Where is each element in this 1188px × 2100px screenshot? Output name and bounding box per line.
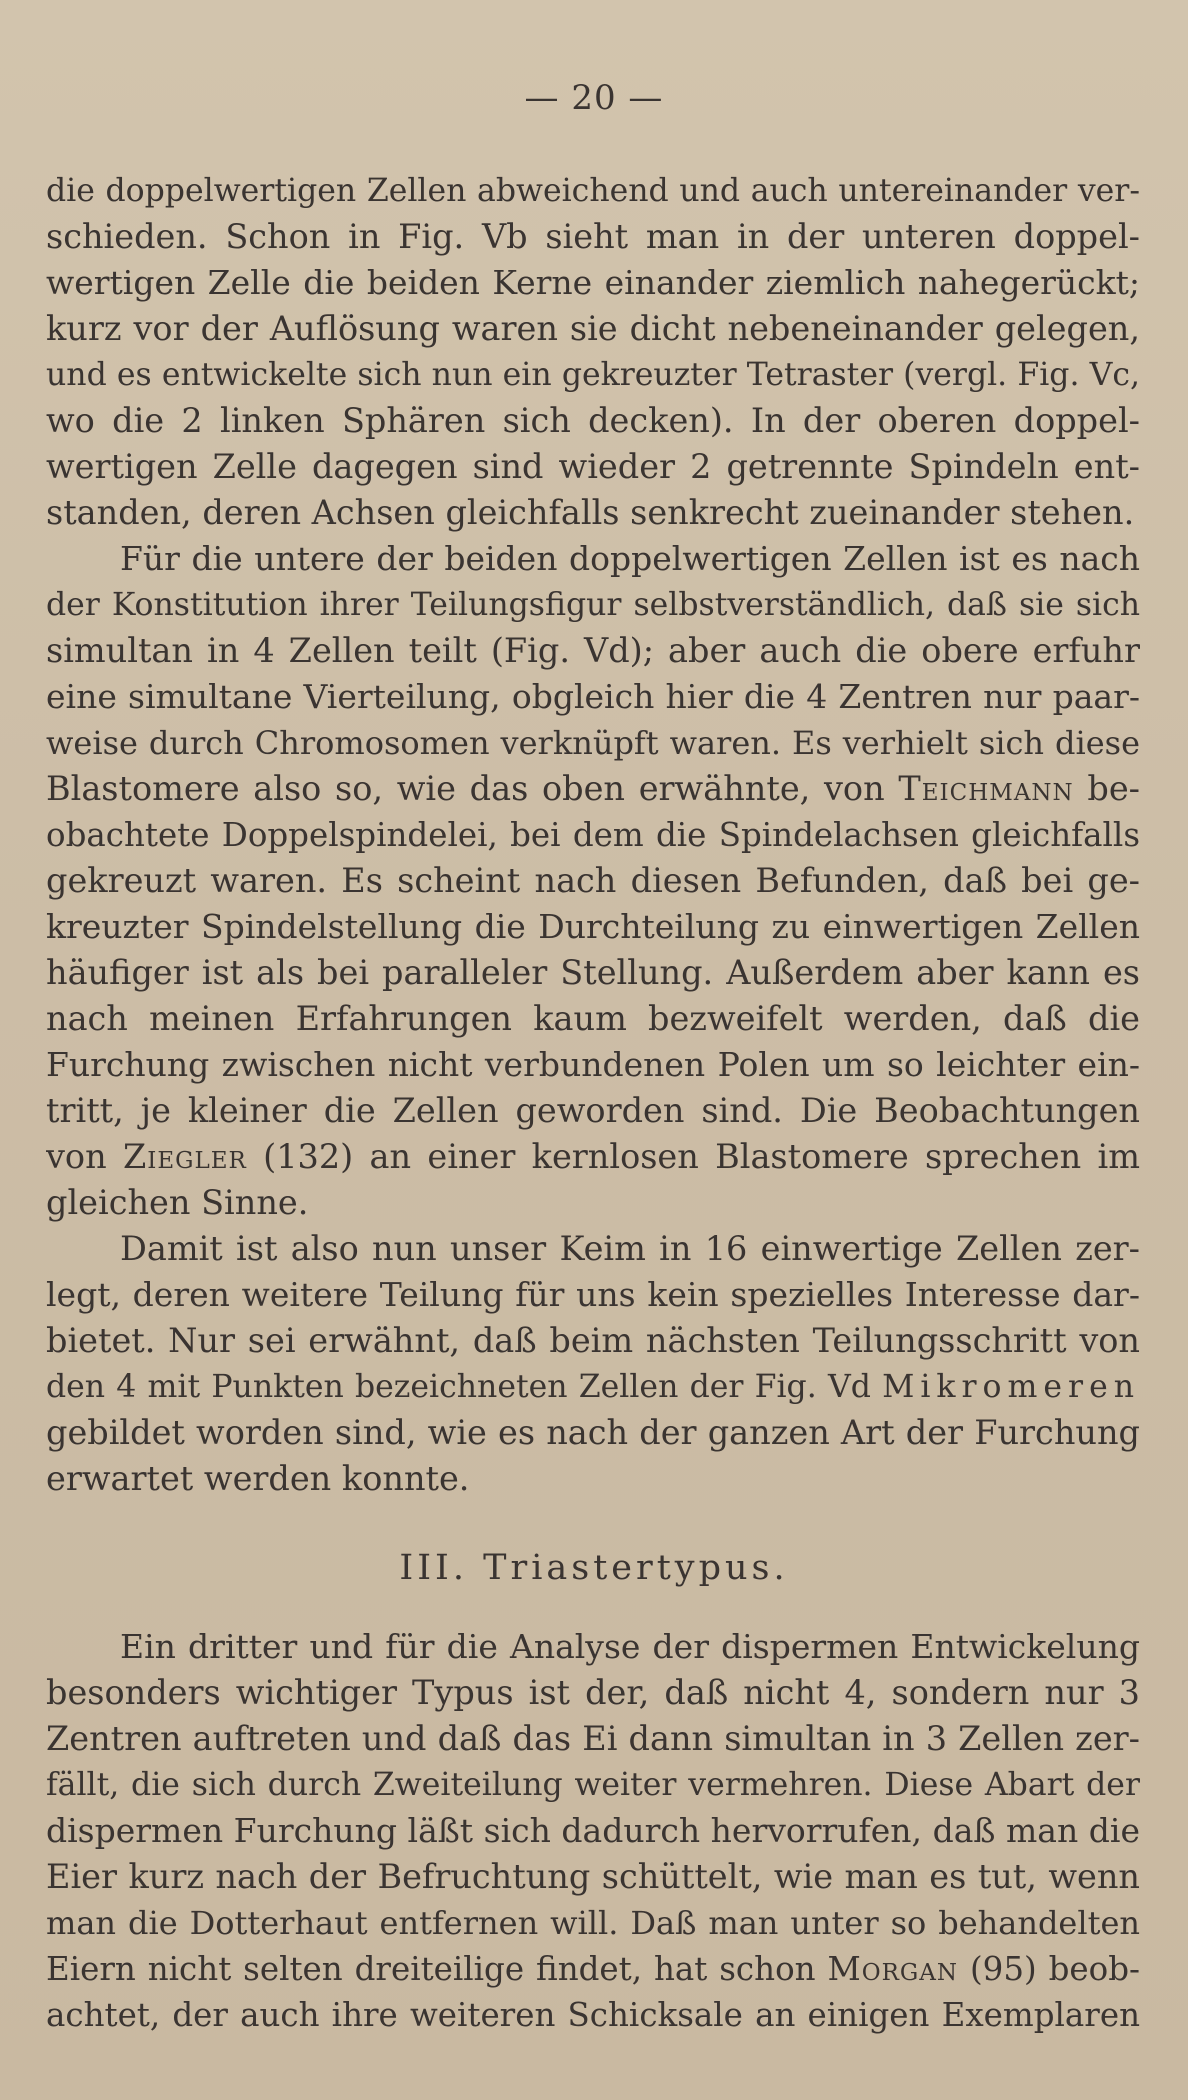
text-line: häufiger ist als bei paralleler Stellung. Außerdem aber kann es [46,953,1140,992]
text-line: Furchung zwischen nicht verbundenen Polen um so leichter ein- [46,1045,1140,1084]
text-span: den 4 mit Punkten bezeichneten Zellen der Fig. Vd [46,1369,883,1405]
text-line: obachtete Doppelspindelei, bei dem die Spindelachsen gleichfalls [46,816,1140,854]
text-span: (95) beob- [958,1950,1140,1988]
text-line: fällt, die sich durch Zweiteilung weiter vermehren. Diese Abart der [46,1767,1140,1803]
text-line [46,766,1140,812]
text-line: achtet, der auch ihre weiteren Schicksale an einigen Exemplaren [46,1996,1140,2034]
text-line: kreuzter Spindelstellung die Durchteilung zu einwertigen Zellen [46,907,1140,946]
text-line: Ein dritter und für die Analyse der dispermen Entwickelung [120,1627,1140,1666]
page-number: — 20 — [524,78,664,118]
author-name: Teichmann [898,769,1074,808]
text-line: kurz vor der Auflösung waren sie dicht nebeneinander gelegen, [46,309,1140,348]
text-span: Eiern nicht selten dreiteilige findet, hat schon [46,1950,828,1988]
author-name: Ziegler [122,1137,247,1176]
text-line: gekreuzt waren. Es scheint nach diesen Befunden, daß bei ge- [46,861,1140,900]
text-line: erwartet werden konnte. [46,1459,470,1498]
text-line: standen, deren Achsen gleichfalls senkrecht zueinander stehen. [46,493,1135,532]
text-line: man die Dotterhaut entfernen will. Daß man unter so behandelten [46,1904,1140,1942]
author-name: Morgan [827,1950,959,1988]
text-line: weise durch Chromosomen verknüpft waren. Es verhielt sich diese [46,724,1140,762]
text-line: nach meinen Erfahrungen kaum bezweifelt werden, daß die [46,999,1140,1038]
text-line: eine simultane Vierteilung, obgleich hier die 4 Zentren nur paar- [46,677,1140,716]
text-span: be- [1073,769,1140,808]
text-line [46,1364,1140,1410]
text-span: (132) an einer kernlosen Blastomere sprechen im [246,1137,1140,1176]
spaced-term: Mikromeren [882,1369,1140,1405]
text-line: wertigen Zelle dagegen sind wieder 2 getrennte Spindeln ent- [46,447,1140,486]
text-line: besonders wichtiger Typus ist der, daß nicht 4, sondern nur 3 [46,1673,1140,1712]
text-line: simultan in 4 Zellen teilt (Fig. Vd); aber auch die obere erfuhr [46,631,1140,670]
text-line: gleichen Sinne. [46,1183,309,1222]
section-heading: III. Triastertypus. [399,1548,789,1588]
text-span: Blastomere also so, wie das oben erwähnte, von [46,769,899,808]
text-line: bietet. Nur sei erwähnt, daß beim nächsten Teilungsschritt von [46,1321,1140,1360]
text-line: gebildet worden sind, wie es nach der ganzen Art der Furchung [46,1413,1140,1452]
text-line: Zentren auftreten und daß das Ei dann simultan in 3 Zellen zer- [46,1719,1140,1758]
text-line: tritt, je kleiner die Zellen geworden sind. Die Beobachtungen [46,1091,1140,1130]
text-line [46,1946,1140,1992]
text-line: und es entwickelte sich nun ein gekreuzter Tetraster (vergl. Fig. Vc, [46,357,1140,393]
text-line: Eier kurz nach der Befruchtung schüttelt, wie man es tut, wenn [46,1857,1140,1896]
text-line: schieden. Schon in Fig. Vb sieht man in der unteren doppel- [46,217,1140,256]
text-line: wertigen Zelle die beiden Kerne einander ziemlich nahegerückt; [46,263,1140,302]
text-span: von [46,1137,123,1176]
text-line: die doppelwertigen Zellen abweichend und auch untereinander ver- [46,173,1140,209]
text-line: dispermen Furchung läßt sich dadurch hervorrufen, daß man die [46,1811,1140,1850]
text-line: der Konstitution ihrer Teilungsfigur selbstverständlich, daß sie sich [46,587,1140,623]
text-line: legt, deren weitere Teilung für uns kein spezielles Interesse dar- [46,1275,1140,1314]
text-line: Für die untere der beiden doppelwertigen Zellen ist es nach [120,539,1140,578]
text-line [46,1134,1140,1180]
text-line: Damit ist also nun unser Keim in 16 einwertige Zellen zer- [120,1229,1140,1268]
text-line: wo die 2 linken Sphären sich decken). In der oberen doppel- [46,401,1140,440]
